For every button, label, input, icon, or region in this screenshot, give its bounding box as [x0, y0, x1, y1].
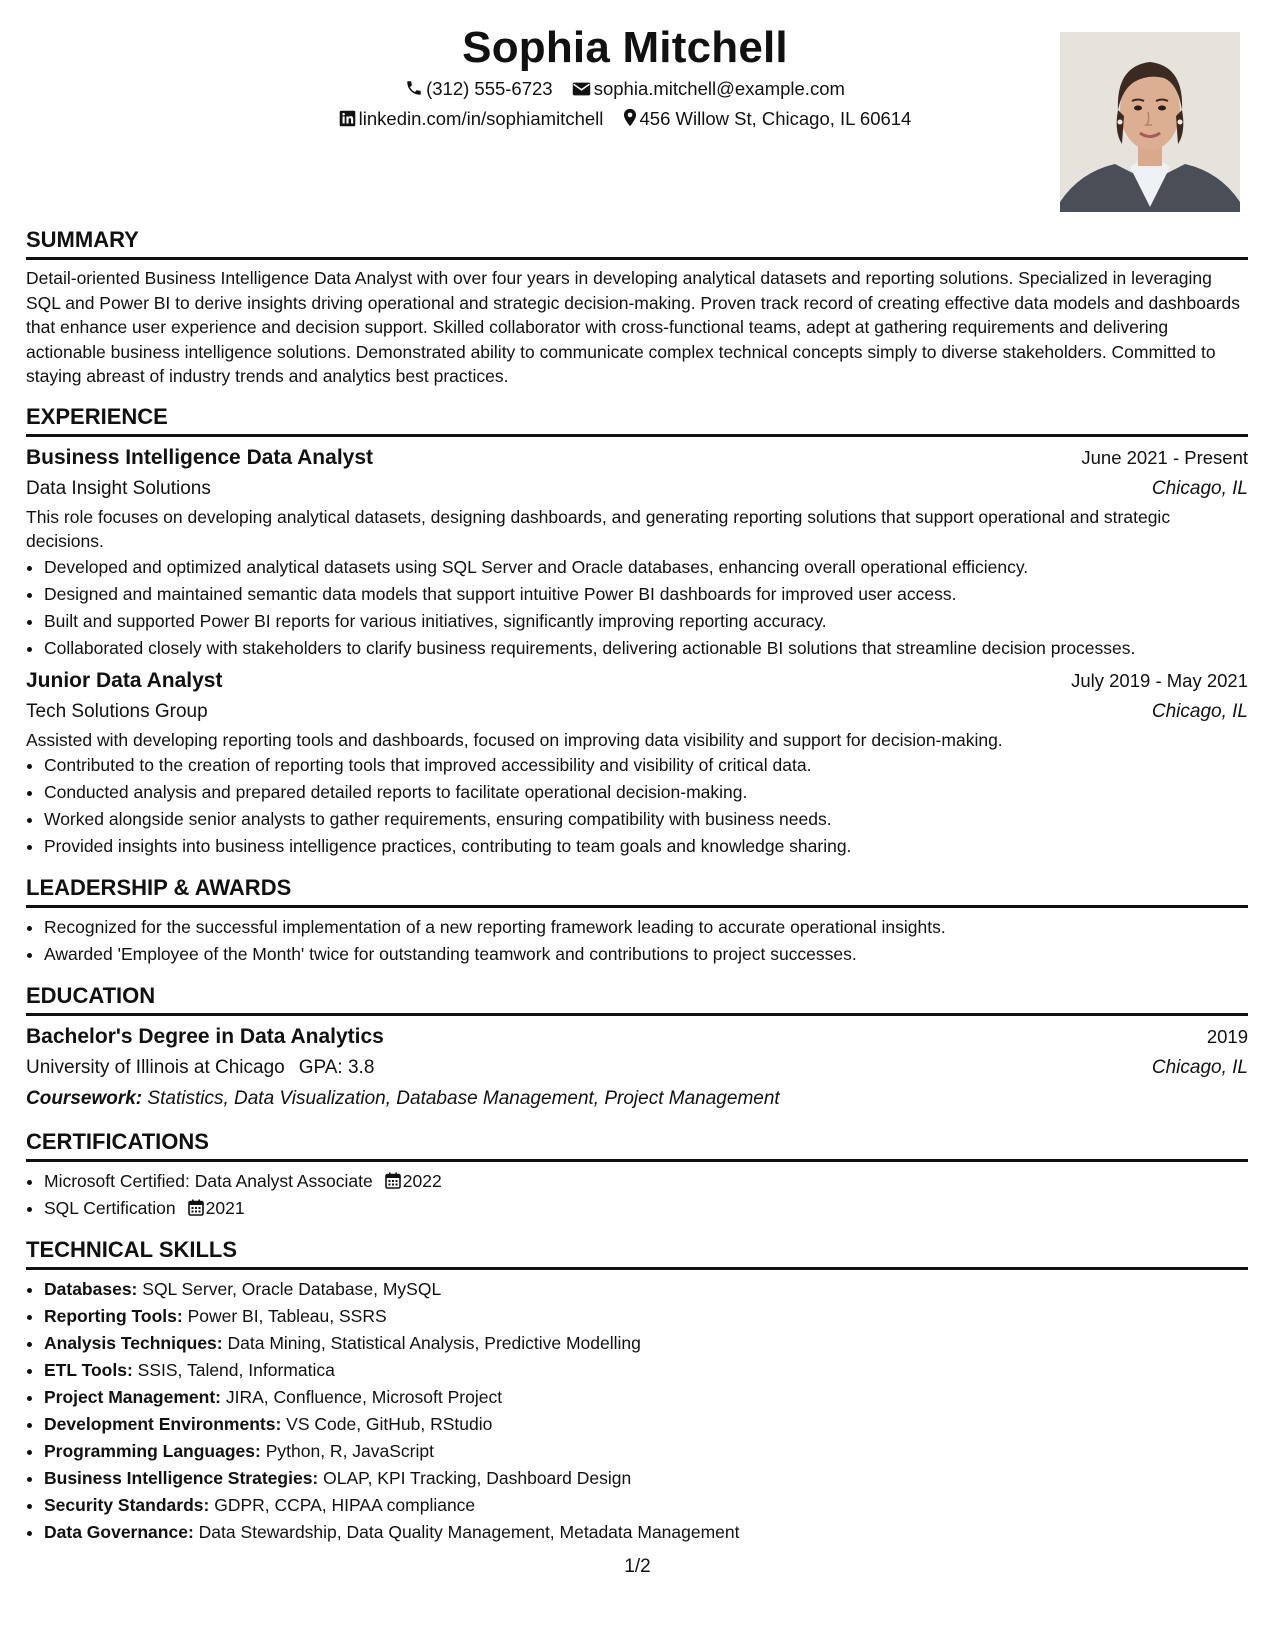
list-item — [44, 1384, 1248, 1411]
skill-label: Programming Languages: — [44, 1441, 261, 1461]
skill-label: Databases: — [44, 1279, 138, 1299]
profile-photo — [1060, 32, 1240, 212]
skill-label: Data Governance: — [44, 1522, 194, 1542]
school-info — [26, 1052, 374, 1084]
list-item: • Contributed to the creation of reporting tools that improved accessibility and visibility of critical data. — [44, 752, 1248, 779]
experience-section — [26, 403, 1248, 861]
job-bullets — [26, 752, 1248, 860]
skill-label: Project Management: — [44, 1387, 221, 1407]
page-number: 1/2 — [624, 1556, 651, 1577]
phone-icon — [405, 79, 423, 97]
job-entry — [26, 666, 1248, 861]
candidate-name: Sophia Mitchell — [462, 23, 788, 72]
section-heading: CERTIFICATIONS — [26, 1128, 1248, 1162]
certifications-section — [26, 1128, 1248, 1222]
list-item — [44, 1411, 1248, 1438]
skill-value: Python, R, JavaScript — [265, 1441, 434, 1461]
certification-year: 2022 — [402, 1171, 442, 1191]
email-contact[interactable] — [572, 74, 845, 104]
awards-list — [26, 914, 1248, 968]
summary-text: Detail-oriented Business Intelligence Data Analyst with over four years in developing analytical datasets and reporting solutions. Specialized in leveraging SQL and Power BI to derive insights driving operational and strategic decision-making. Proven track record of creating effective data models and dashboards that enhance user experience and decision support. Skilled collaborator with cross-functional teams, adept at gathering requirements and delivering actionable business intelligence solutions. Demonstrated ability to communicate complex technical concepts simply to diverse stakeholders. Committed to staying abreast of industry trends and analytics best practices. — [26, 268, 1241, 386]
linkedin-text: linkedin.com/in/sophiamitchell — [358, 108, 604, 129]
resume-body — [26, 226, 1248, 1560]
list-item — [44, 1465, 1248, 1492]
address-text: 456 Willow St, Chicago, IL 60614 — [639, 108, 912, 129]
section-heading: EDUCATION — [26, 982, 1248, 1016]
job-description: Assisted with developing reporting tools and dashboards, focused on improving data visibility and support for decision-making. — [26, 729, 1003, 750]
certification-name: Microsoft Certified: Data Analyst Associate — [44, 1171, 373, 1191]
envelope-icon — [572, 81, 591, 97]
skills-list — [26, 1276, 1248, 1546]
education-section — [26, 982, 1248, 1114]
calendar-icon — [188, 1199, 204, 1216]
list-item — [44, 1357, 1248, 1384]
certification-year: 2021 — [205, 1198, 245, 1218]
list-item — [44, 1168, 1248, 1195]
address-contact — [623, 104, 912, 134]
skill-label: Development Environments: — [44, 1414, 282, 1434]
graduation-year: 2019 — [1206, 1026, 1248, 1047]
list-item — [44, 1492, 1248, 1519]
coursework — [26, 1084, 1248, 1114]
skill-value: SSIS, Talend, Informatica — [137, 1360, 335, 1380]
skill-value: Data Mining, Statistical Analysis, Predictive Modelling — [227, 1333, 641, 1353]
job-title: Junior Data Analyst — [26, 668, 223, 692]
linkedin-icon — [339, 110, 356, 127]
coursework-list: Statistics, Data Visualization, Database Management, Project Management — [147, 1088, 780, 1109]
company-name: Data Insight Solutions — [26, 477, 211, 499]
list-item — [44, 1276, 1248, 1303]
skill-value: Data Stewardship, Data Quality Management, Metadata Management — [198, 1522, 740, 1542]
linkedin-contact[interactable] — [339, 104, 604, 134]
list-item: • Designed and maintained semantic data models that support intuitive Power BI dashboards for improved user access. — [44, 581, 1248, 608]
skill-value: SQL Server, Oracle Database, MySQL — [142, 1279, 442, 1299]
job-title: Business Intelligence Data Analyst — [26, 445, 374, 469]
skill-label: Analysis Techniques: — [44, 1333, 223, 1353]
list-item: • Collaborated closely with stakeholders to clarify business requirements, delivering actionable BI solutions that streamline decision processes. — [44, 635, 1248, 662]
list-item: • Awarded 'Employee of the Month' twice for outstanding teamwork and contributions to project successes. — [44, 941, 1248, 968]
section-heading: LEADERSHIP & AWARDS — [26, 874, 1248, 908]
job-bullets — [26, 554, 1248, 662]
job-dates: June 2021 - Present — [1081, 446, 1248, 468]
skill-label: ETL Tools: — [44, 1360, 133, 1380]
list-item — [44, 1195, 1248, 1222]
list-item — [44, 1519, 1248, 1546]
list-item: • Provided insights into business intelligence practices, contributing to team goals and knowledge sharing. — [44, 833, 1248, 860]
company-name: Tech Solutions Group — [26, 700, 208, 722]
skill-value: Power BI, Tableau, SSRS — [187, 1306, 387, 1326]
certification-name: SQL Certification — [44, 1198, 176, 1218]
skill-label: Reporting Tools: — [44, 1306, 183, 1326]
calendar-icon — [385, 1172, 401, 1189]
phone-text: (312) 555-6723 — [426, 78, 553, 99]
school-name: University of Illinois at Chicago — [26, 1057, 285, 1078]
list-item — [44, 1303, 1248, 1330]
list-item — [44, 1438, 1248, 1465]
skill-label: Security Standards: — [44, 1495, 210, 1515]
summary-section — [26, 226, 1248, 389]
job-dates: July 2019 - May 2021 — [1071, 669, 1248, 691]
section-heading: SUMMARY — [26, 226, 1248, 260]
skill-value: GDPR, CCPA, HIPAA compliance — [214, 1495, 476, 1515]
section-heading: EXPERIENCE — [26, 403, 1248, 437]
job-entry — [26, 443, 1248, 662]
gpa: GPA: 3.8 — [298, 1057, 375, 1078]
section-heading: TECHNICAL SKILLS — [26, 1236, 1248, 1270]
school-location: Chicago, IL — [1151, 1057, 1248, 1078]
job-description: This role focuses on developing analytical datasets, designing dashboards, and generating reporting solutions that support operational and strategic decisions. — [26, 506, 1171, 551]
skill-value: VS Code, GitHub, RStudio — [286, 1414, 493, 1434]
skill-value: OLAP, KPI Tracking, Dashboard Design — [323, 1468, 632, 1488]
skill-value: JIRA, Confluence, Microsoft Project — [225, 1387, 503, 1407]
skill-label: Business Intelligence Strategies: — [44, 1468, 319, 1488]
list-item: • Built and supported Power BI reports for various initiatives, significantly improving reporting accuracy. — [44, 608, 1248, 635]
degree-title: Bachelor's Degree in Data Analytics — [26, 1025, 384, 1048]
job-location: Chicago, IL — [1151, 700, 1248, 722]
list-item — [44, 1330, 1248, 1357]
list-item: • Worked alongside senior analysts to gather requirements, ensuring compatibility with business needs. — [44, 806, 1248, 833]
job-location: Chicago, IL — [1151, 477, 1248, 499]
phone-contact — [405, 74, 553, 104]
map-pin-icon — [623, 108, 637, 127]
portrait-illustration — [1060, 32, 1240, 212]
resume-header — [26, 22, 1248, 212]
leadership-section — [26, 874, 1248, 968]
list-item: • Developed and optimized analytical datasets using SQL Server and Oracle databases, enhancing overall operational efficiency. — [44, 554, 1248, 581]
skills-section — [26, 1236, 1248, 1546]
coursework-label: Coursework: — [26, 1088, 143, 1109]
list-item: • Conducted analysis and prepared detailed reports to facilitate operational decision-making. — [44, 779, 1248, 806]
list-item: • Recognized for the successful implementation of a new reporting framework leading to accurate operational insights. — [44, 914, 1248, 941]
email-text: sophia.mitchell@example.com — [593, 78, 845, 99]
certifications-list — [26, 1168, 1248, 1222]
